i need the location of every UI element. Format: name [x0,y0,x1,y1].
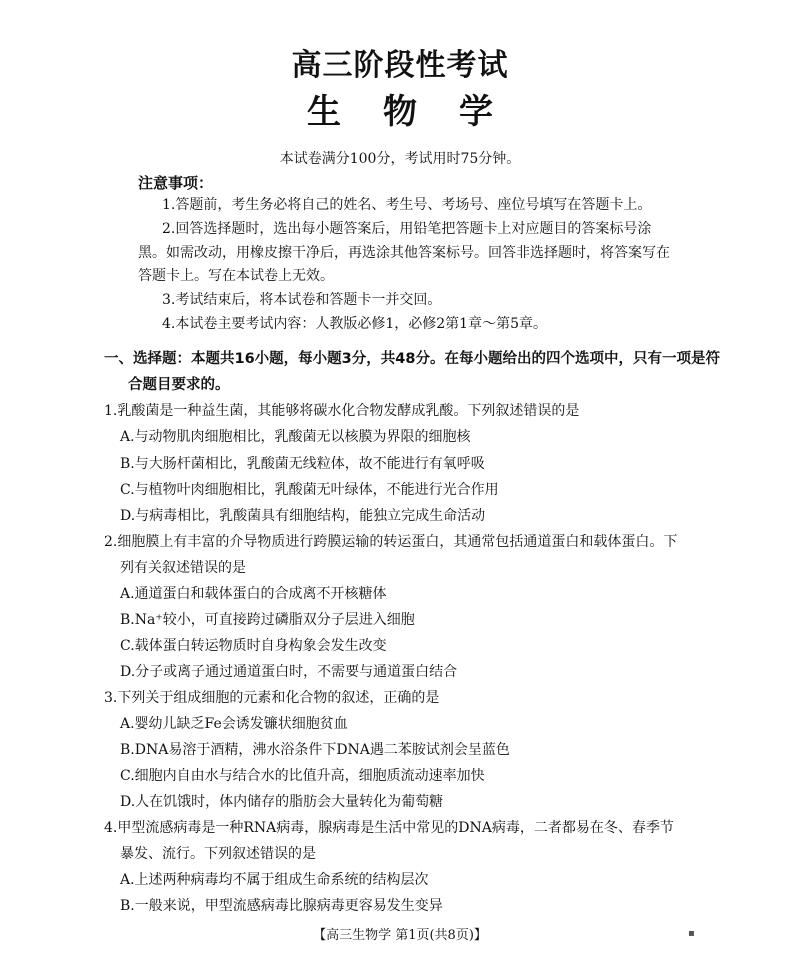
question-option: A.婴幼儿缺乏Fe会诱发镰状细胞贫血 [120,716,348,732]
note-line: 答题卡上。写在本试卷上无效。 [138,268,334,284]
exam-info: 本试卷满分100分，考试用时75分钟。 [279,151,521,167]
question-option: D.分子或离子通过通道蛋白时，不需要与通道蛋白结合 [120,664,458,680]
question-stem-cont: 列有关叙述错误的是 [120,560,246,576]
question-option: B.一般来说，甲型流感病毒比腺病毒更容易发生变异 [120,898,443,914]
question-option: A.上述两种病毒均不属于组成生命系统的结构层次 [120,872,429,888]
question-option: D.与病毒相比，乳酸菌具有细胞结构，能独立完成生命活动 [120,508,486,524]
question-option: D.人在饥饿时，体内储存的脂肪会大量转化为葡萄糖 [120,794,444,810]
question-option: B.DNA易溶于酒精，沸水浴条件下DNA遇二苯胺试剂会呈蓝色 [120,742,510,758]
note-line: 1.答题前，考生务必将自己的姓名、考生号、考场号、座位号填写在答题卡上。 [162,197,652,213]
question-stem: 2.细胞膜上有丰富的介导物质进行跨膜运输的转运蛋白，其通常包括通道蛋白和载体蛋白。下 [104,534,678,550]
question-stem: 1.乳酸菌是一种益生菌，其能够将碳水化合物发酵成乳酸。下列叙述错误的是 [104,403,580,419]
note-line: 2.回答选择题时，选出每小题答案后，用铅笔把答题卡上对应题目的答案标号涂 [162,221,652,237]
question-option: A.通道蛋白和载体蛋白的合成离不开核糖体 [120,586,387,602]
question-option: B.与大肠杆菌相比，乳酸菌无线粒体，故不能进行有氧呼吸 [120,456,485,472]
question-stem-cont: 暴发、流行。下列叙述错误的是 [120,846,316,862]
page-footer: 【高三生物学 第1页(共8页)】 [313,928,487,943]
question-option: C.与植物叶肉细胞相比，乳酸菌无叶绿体，不能进行光合作用 [120,482,499,498]
question-option: A.与动物肌肉细胞相比，乳酸菌无以核膜为界限的细胞核 [120,429,471,445]
subject-title: 生物学 [307,92,535,132]
question-option: C.载体蛋白转运物质时自身构象会发生改变 [120,638,387,654]
question-option: C.细胞内自由水与结合水的比值升高，细胞质流动速率加快 [120,768,485,784]
note-line: 黑。如需改动，用橡皮擦干净后，再选涂其他答案标号。回答非选择题时，将答案写在 [138,245,670,261]
question-option: B.Na⁺较小，可直接跨过磷脂双分子层进入细胞 [120,612,415,628]
note-line: 4.本试卷主要考试内容：人教版必修1，必修2第1章～第5章。 [162,316,547,332]
section-heading: 一、选择题：本题共16小题，每小题3分，共48分。在每小题给出的四个选项中，只有一项是符 [104,351,720,367]
question-stem: 4.甲型流感病毒是一种RNA病毒，腺病毒是生活中常见的DNA病毒，二者都易在冬、春季节 [104,820,674,836]
exam-title: 高三阶段性考试 [291,48,509,83]
question-stem: 3.下列关于组成细胞的元素和化合物的叙述，正确的是 [104,690,440,706]
corner-mark: ▪ [688,928,695,939]
note-line: 3.考试结束后，将本试卷和答题卡一并交回。 [162,292,442,308]
notes-heading: 注意事项： [138,174,214,192]
section-heading-cont: 合题目要求的。 [128,377,230,393]
